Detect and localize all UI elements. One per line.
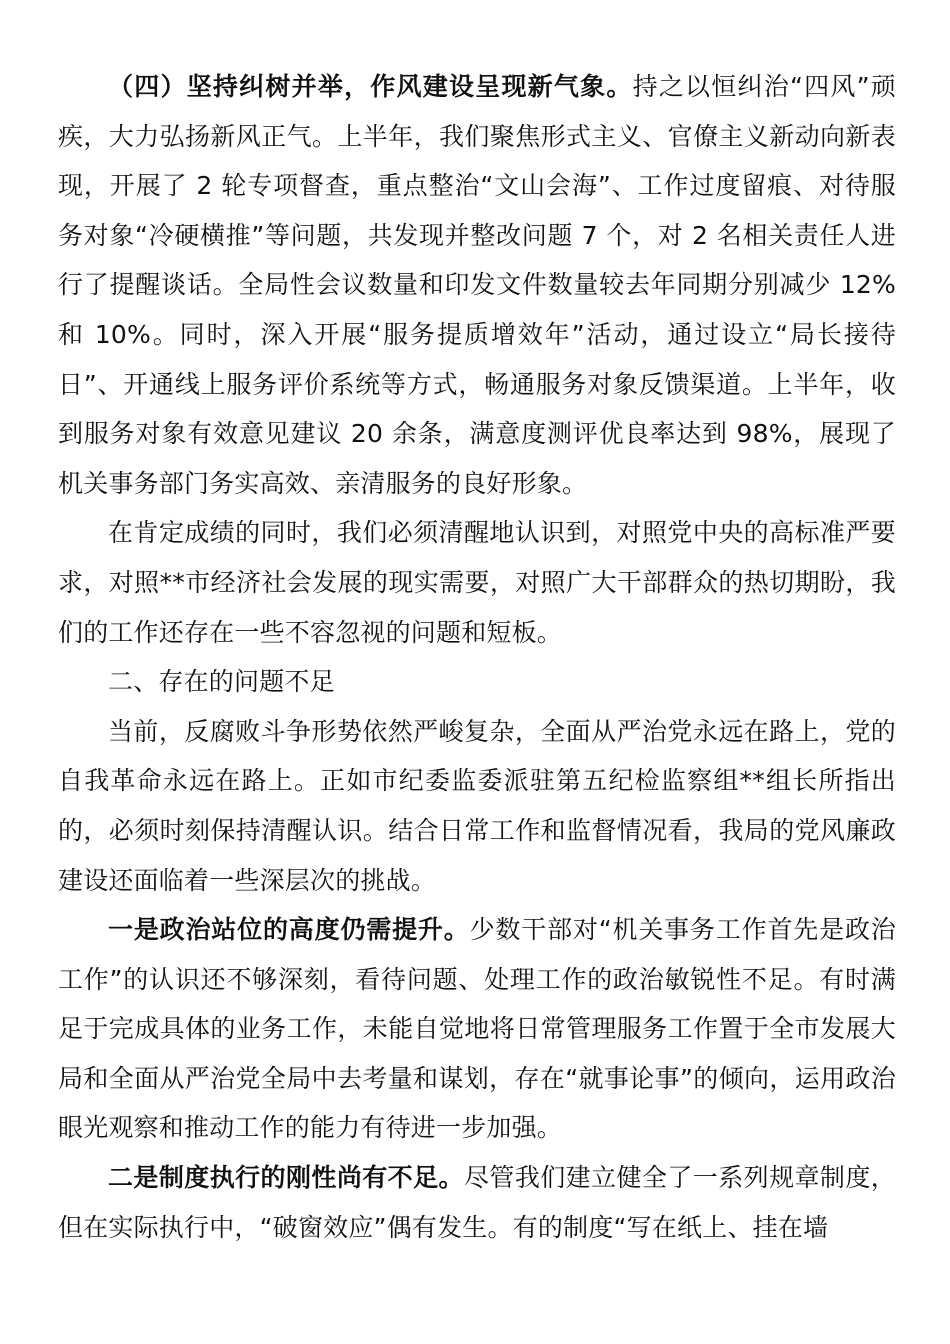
document-page <box>58 62 896 1252</box>
section-heading-problems <box>58 657 896 707</box>
paragraph-political-stance <box>58 905 896 1153</box>
paragraph-institution-enforcement <box>58 1153 896 1252</box>
paragraph-body: 尽管我们建立健全了一系列规章制度，但在实际执行中，“破窗效应”偶有发生。有的制度“写在纸上、挂在墙 <box>58 1163 896 1242</box>
paragraph-style-rectification <box>58 62 896 508</box>
paragraph-body: 持之以恒纠治“四风”顽疾，大力弘扬新风正气。上半年，我们聚焦形式主义、官僚主义新动向新表现，开展了 2 轮专项督查，重点整治“文山会海”、工作过度留痕、对待服务对象“冷硬横推”等问题，共发现并整改问题 7 个，对 2 名相关责任人进行了提醒谈话。全局性会议数量和印发文件数量较去年同期分别减少 12%和 10%。同时，深入开展“服务提质增效年”活动，通过设立“局长接待日”、开通线上服务评价系统等方式，畅通服务对象反馈渠道。上半年，收到服务对象有效意见建议 20 余条，满意度测评优良率达到 98%，展现了机关事务部门务实高效、亲清服务的良好形象。 <box>58 72 896 498</box>
paragraph-lead: 二是制度执行的刚性尚有不足。 <box>108 1163 464 1193</box>
paragraph-body: 少数干部对“机关事务工作首先是政治工作”的认识还不够深刻，看待问题、处理工作的政治敏锐性不足。有时满足于完成具体的业务工作，未能自觉地将日常管理服务工作置于全市发展大局和全面从严治党全局中去考量和谋划，存在“就事论事”的倾向，运用政治眼光观察和推动工作的能力有待进一步加强。 <box>58 915 896 1143</box>
paragraph-current-situation <box>58 707 896 905</box>
paragraph-lead: （四）坚持纠树并举，作风建设呈现新气象。 <box>108 72 633 101</box>
paragraph-achievements-reflection <box>58 508 896 657</box>
paragraph-body: 当前，反腐败斗争形势依然严峻复杂，全面从严治党永远在路上，党的自我革命永远在路上。正如市纪委监委派驻第五纪检监察组**组长所指出的，必须时刻保持清醒认识。结合日常工作和监督情况看，我局的党风廉政建设还面临着一些深层次的挑战。 <box>58 716 896 895</box>
paragraph-lead: 一是政治站位的高度仍需提升。 <box>108 915 470 945</box>
paragraph-body: 在肯定成绩的同时，我们必须清醒地认识到，对照党中央的高标准严要求，对照**市经济社会发展的现实需要，对照广大干部群众的热切期盼，我们的工作还存在一些不容忽视的问题和短板。 <box>58 518 896 647</box>
section-heading-text: 二、存在的问题不足 <box>108 667 335 697</box>
